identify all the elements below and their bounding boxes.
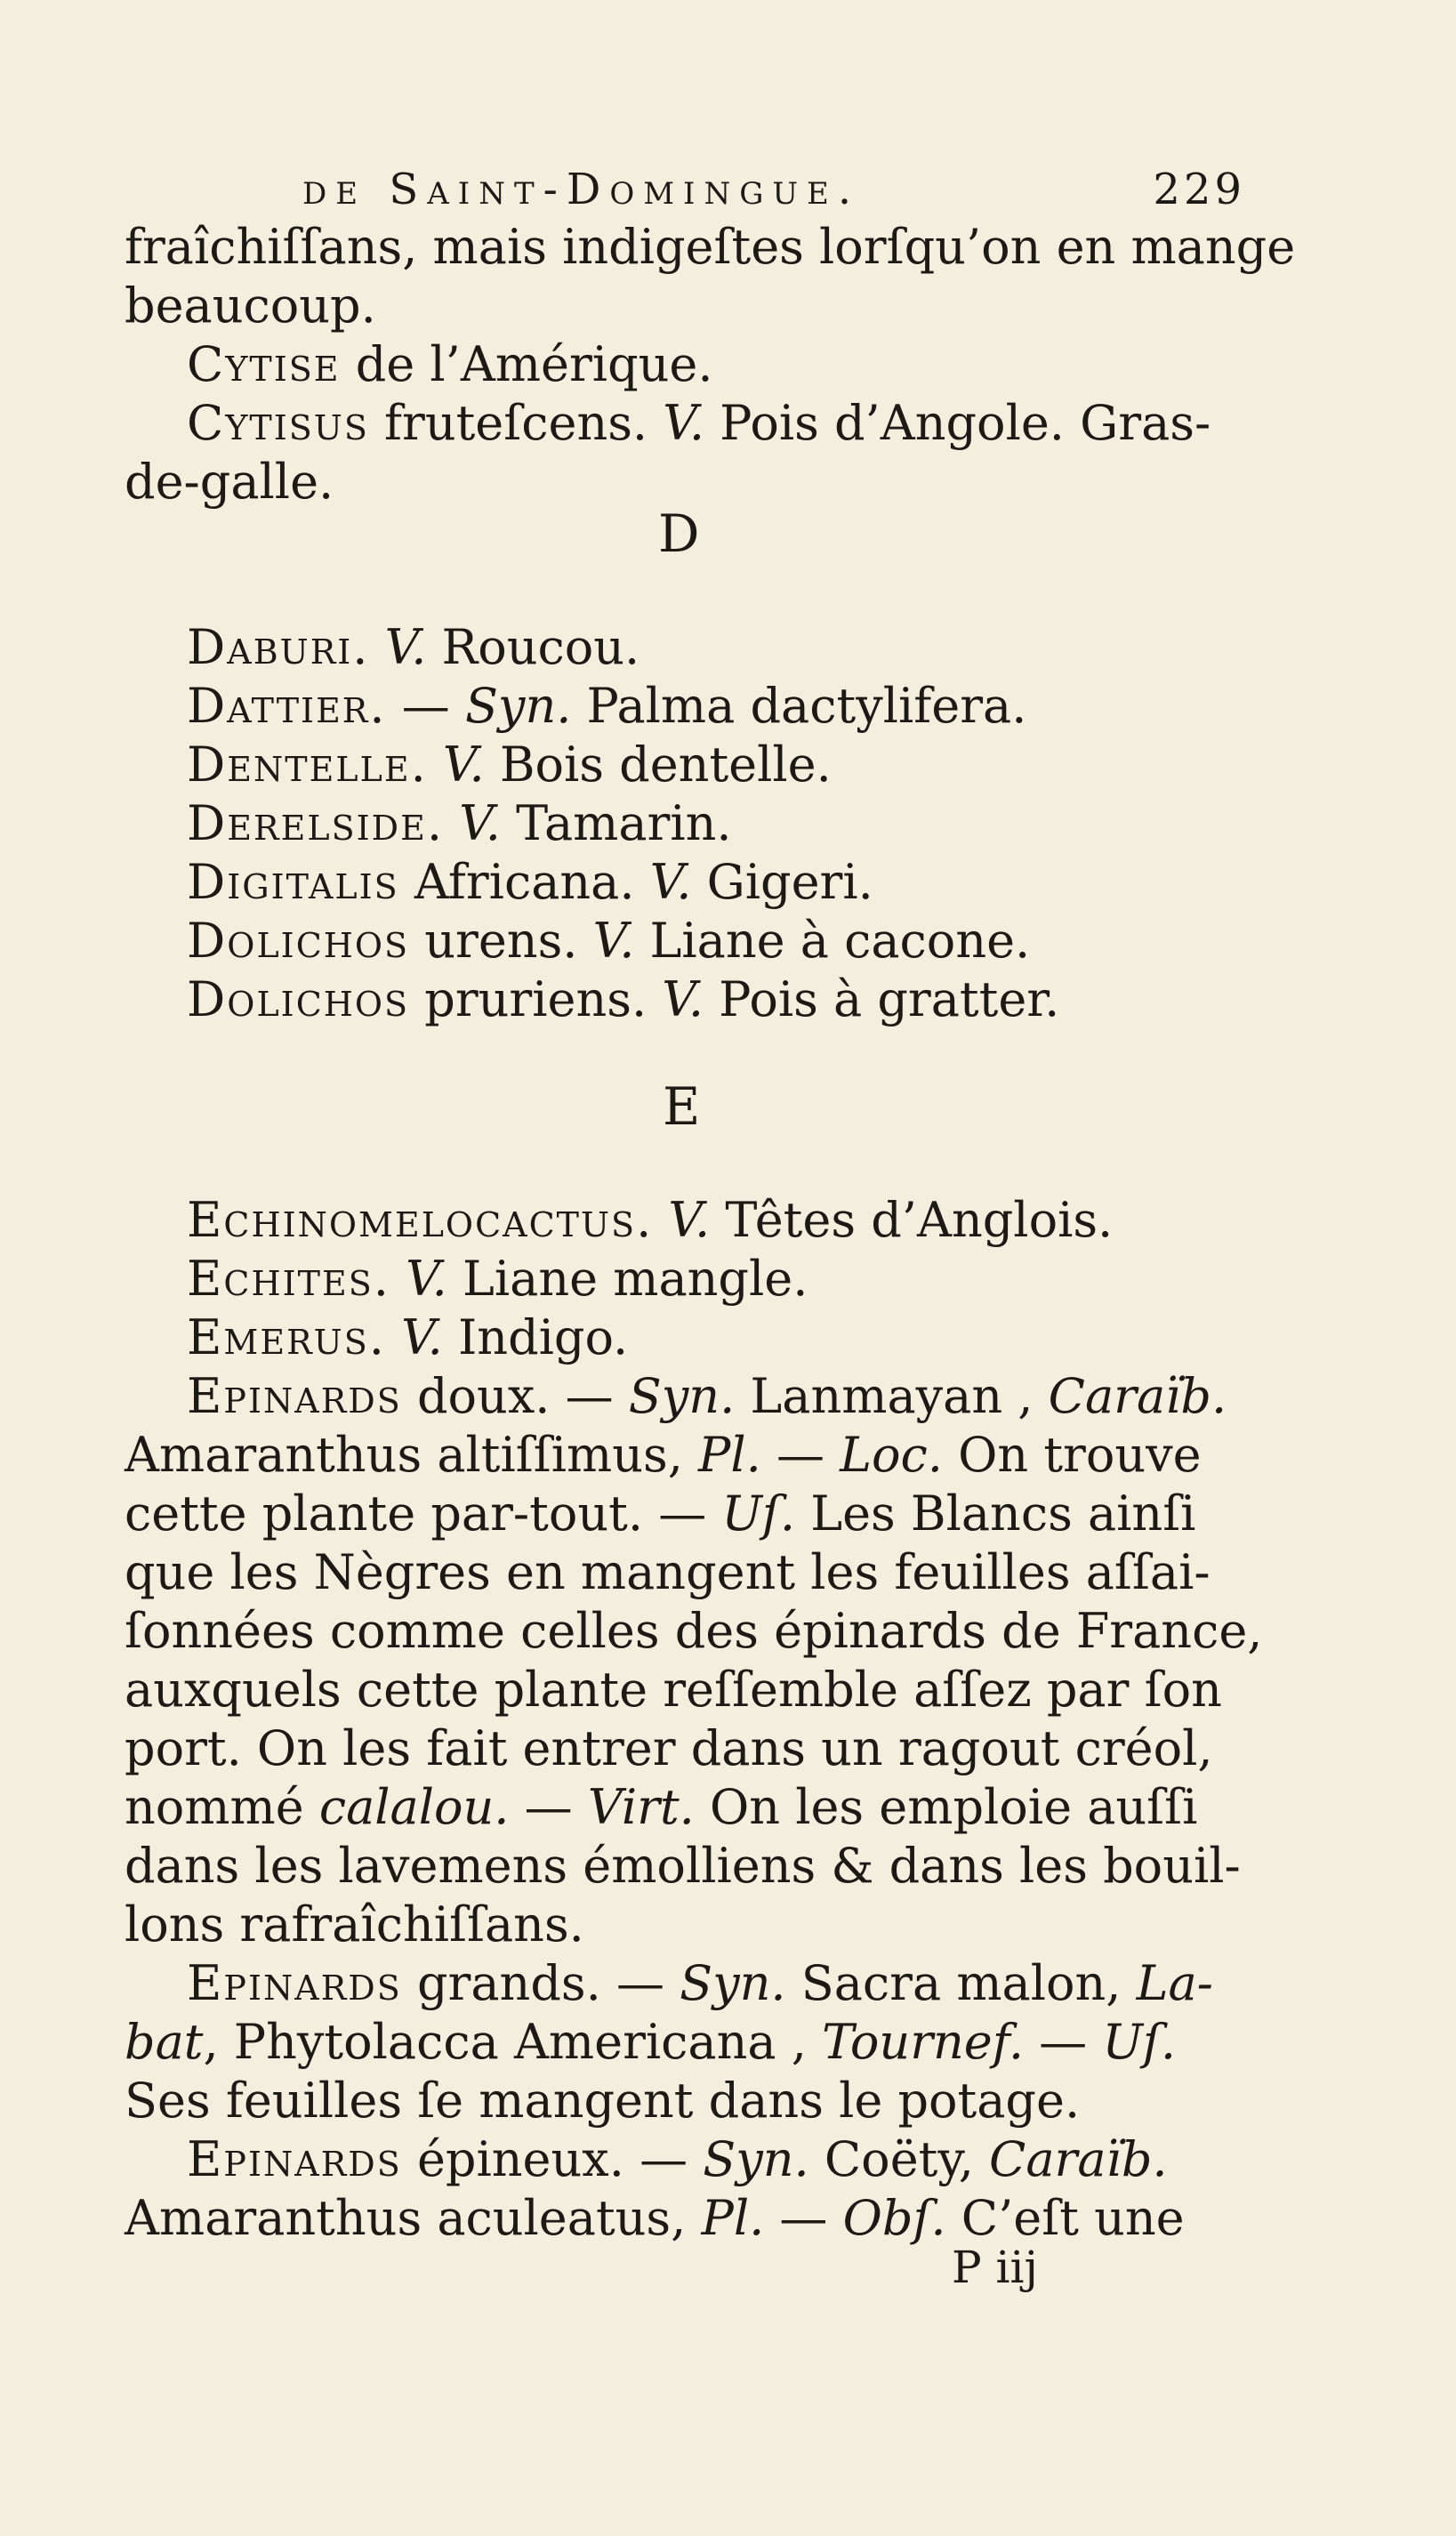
text-line: Ses feuilles ſe mangent dans le potage. [125, 2073, 1081, 2129]
text-line: fraîchiſſans, mais indigeſtes lorſqu’on en mange [125, 219, 1296, 275]
entry-derelside: Derelside. V. Tamarin. [187, 795, 732, 851]
text-line: de-galle. [125, 454, 334, 510]
text-line: dans les lavemens émolliens & dans les bouil- [125, 1838, 1241, 1894]
entry-emerus: Emerus. V. Indigo. [187, 1309, 629, 1365]
section-letter-d: D [658, 503, 700, 564]
page-number: 229 [1153, 165, 1245, 214]
text-line: auxquels cette plante reſſemble aſſez par ſon [125, 1662, 1222, 1718]
signature-mark: P iij [952, 2242, 1039, 2293]
entry-echites: Echites. V. Liane mangle. [187, 1251, 808, 1307]
text-line: ſonnées comme celles des épinards de France, [125, 1603, 1263, 1659]
text-line: beaucoup. [125, 278, 376, 334]
entry-epinards-epineux: Epinards épineux. — Syn. Coëty, Caraïb. [187, 2131, 1168, 2187]
section-letter-e: E [663, 1076, 701, 1137]
text-line: cette plante par-tout. — Uſ. Les Blancs ainſi [125, 1485, 1196, 1542]
text-line: Amaranthus altiſſimus, Pl. — Loc. On trouve [125, 1427, 1202, 1483]
text-line: nommé calalou. — Virt. On les emploie auſſi [125, 1779, 1198, 1835]
text-line: que les Nègres en mangent les feuilles aſſai- [125, 1544, 1211, 1600]
entry-cytisus: Cytisus fruteſcens. V. Pois d’Angole. Gras- [187, 395, 1211, 451]
entry-dentelle: Dentelle. V. Bois dentelle. [187, 737, 832, 793]
entry-daburi: Daburi. V. Roucou. [187, 619, 640, 675]
text-line: lons rafraîchiſſans. [125, 1896, 584, 1952]
entry-digitalis: Digitalis Africana. V. Gigeri. [187, 854, 873, 910]
entry-dolichos-urens: Dolichos urens. V. Liane à cacone. [187, 913, 1031, 969]
entry-cytise: Cytise de l’Amérique. [187, 336, 713, 392]
text-line: bat, Phytolacca Americana , Tournef. — Uſ. [125, 2014, 1176, 2070]
text-line: Amaranthus aculeatus, Pl. — Obſ. C’eſt une [125, 2190, 1185, 2246]
running-title: de Saint-Domingue. [302, 165, 861, 214]
entry-epinards-grands: Epinards grands. — Syn. Sacra malon, La- [187, 1955, 1213, 2011]
entry-echinomelocactus: Echinomelocactus. V. Têtes d’Anglois. [187, 1192, 1114, 1248]
entry-dolichos-pruriens: Dolichos pruriens. V. Pois à gratter. [187, 971, 1060, 1027]
entry-dattier: Dattier. — Syn. Palma dactylifera. [187, 678, 1027, 734]
text-line: port. On les fait entrer dans un ragout créol, [125, 1720, 1213, 1776]
entry-epinards-doux: Epinards doux. — Syn. Lanmayan , Caraïb. [187, 1368, 1227, 1424]
